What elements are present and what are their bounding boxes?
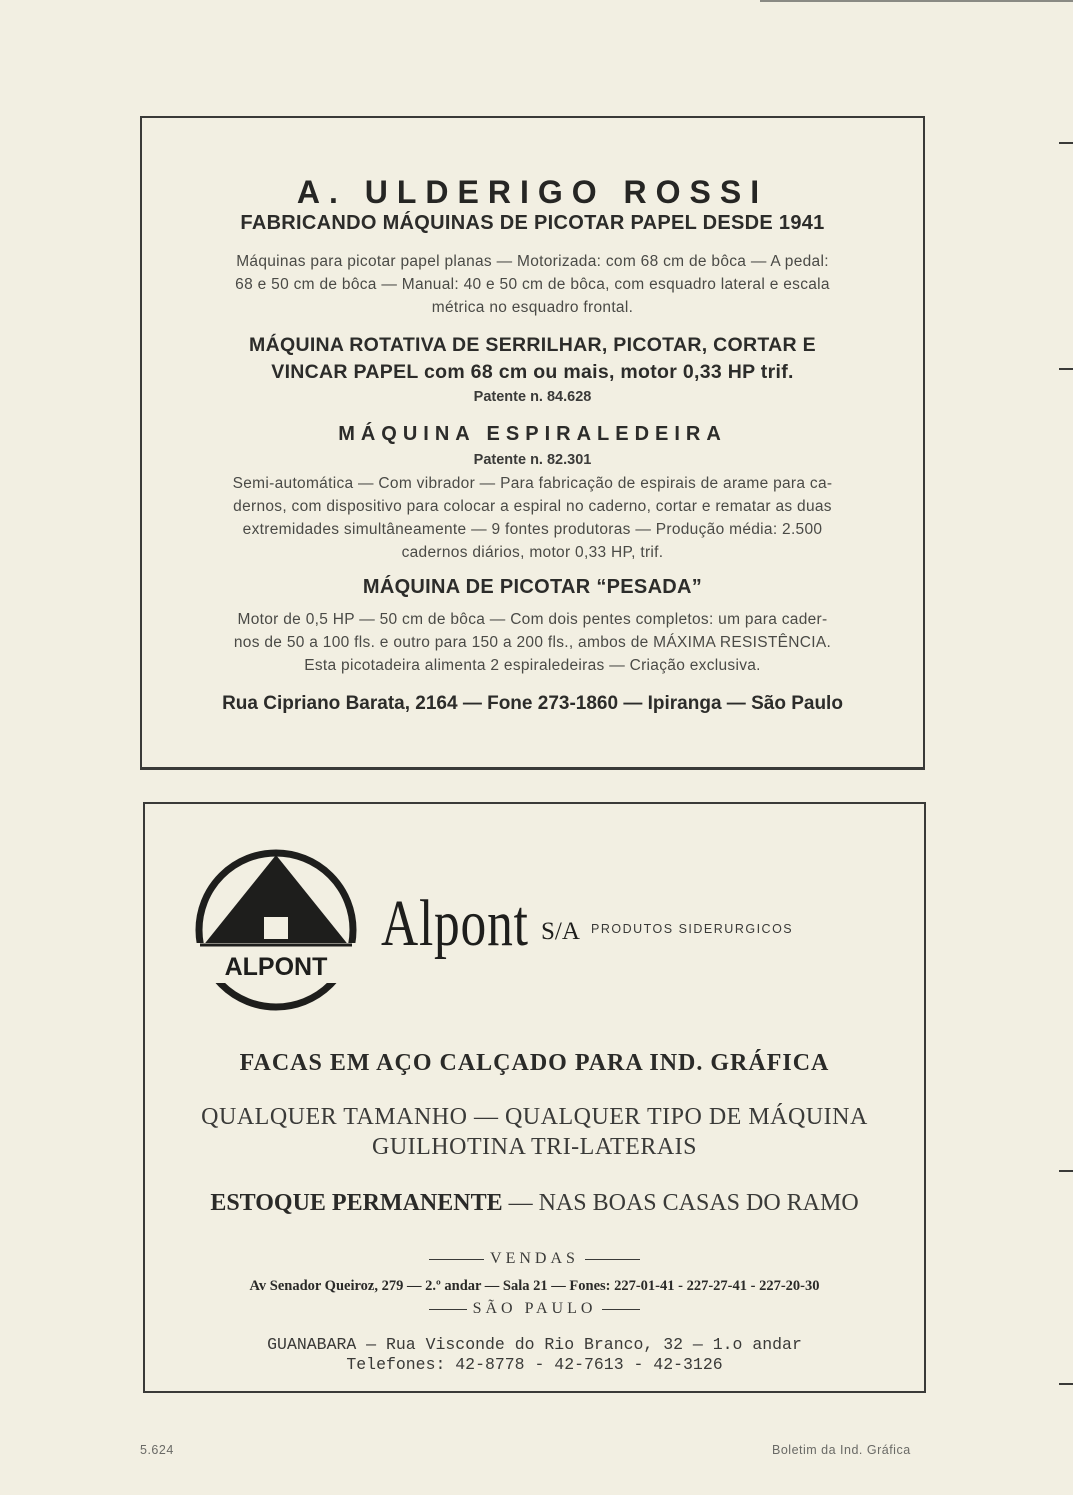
sao-paulo-text: SÃO PAULO [472, 1300, 597, 1317]
stock-rest-text: — NAS BOAS CASAS DO RAMO [502, 1190, 859, 1216]
sao-paulo-address: Av Senador Queiroz, 279 — 2.º andar — Sala 21 — Fones: 227-01-41 - 227-27-41 - 227-20-30 [249, 1278, 820, 1294]
rossi-intro-line: métrica no esquadro frontal. [431, 299, 634, 316]
alpont-tagline: PRODUTOS SIDERURGICOS [591, 922, 794, 936]
alpont-headline: FACAS EM AÇO CALÇADO PARA IND. GRÁFICA [239, 1050, 830, 1076]
rossi-subtitle: FABRICANDO MÁQUINAS DE PICOTAR PAPEL DESDE 1941 [240, 212, 825, 234]
espiraledeira-line: dernos, com dispositivo para colocar a espiral no caderno, cortar e rematar as duas [233, 498, 832, 515]
top-edge-line [760, 0, 1073, 2]
alpont-stock-line [145, 1190, 924, 1217]
guanabara-phones: Telefones: 42-8778 - 42-7613 - 42-3126 [346, 1355, 723, 1374]
edge-mark [1059, 1383, 1073, 1385]
alpont-brand-suffix: S/A [541, 918, 580, 945]
alpont-logo-text: ALPONT [224, 953, 328, 981]
rossi-title: A. ULDERIGO ROSSI [296, 174, 769, 210]
rossi-intro-line: 68 e 50 cm de bôca — Manual: 40 e 50 cm de bôca, com esquadro lateral e escala [235, 276, 830, 293]
espiraledeira-line: extremidades simultâneamente — 9 fontes produtoras — Produção média: 2.500 [242, 521, 823, 538]
rotativa-heading: VINCAR PAPEL com 68 cm ou mais, motor 0,33 HP trif. [271, 361, 794, 383]
pesada-line: Motor de 0,5 HP — 50 cm de bôca — Com dois pentes completos: um para cader- [237, 611, 828, 628]
pesada-line: Esta picotadeira alimenta 2 espiraledeiras — Criação exclusiva. [304, 657, 761, 674]
espiraledeira-patent: Patente n. 82.301 [473, 452, 592, 468]
page-number: 5.624 [140, 1443, 174, 1457]
alpont-brand-name: Alpont [381, 887, 529, 960]
alpont-logo [192, 849, 360, 1011]
guanabara-address: GUANABARA — Rua Visconde do Rio Branco, 32 — 1.o andar [267, 1335, 802, 1354]
rossi-advertisement [140, 116, 925, 770]
alpont-line-1: QUALQUER TAMANHO — QUALQUER TIPO DE MÁQUINA [201, 1104, 868, 1130]
stock-bold-text: ESTOQUE PERMANENTE [210, 1190, 503, 1216]
edge-mark [1059, 368, 1073, 370]
sao-paulo-label [145, 1300, 924, 1318]
vendas-label [145, 1250, 924, 1268]
alpont-logo-emblem [192, 849, 360, 1011]
rotativa-heading: MÁQUINA ROTATIVA DE SERRILHAR, PICOTAR, CORTAR E [249, 334, 816, 356]
rossi-address: Rua Cipriano Barata, 2164 — Fone 273-1860 — Ipiranga — São Paulo [222, 693, 843, 714]
pesada-line: nos de 50 a 100 fls. e outro para 150 a 200 fls., ambos de MÁXIMA RESISTÊNCIA. [233, 634, 832, 651]
alpont-line-2: GUILHOTINA TRI-LATERAIS [371, 1134, 698, 1160]
edge-mark [1059, 142, 1073, 144]
edge-mark [1059, 1170, 1073, 1172]
espiraledeira-heading: MÁQUINA ESPIRALEDEIRA [338, 423, 727, 445]
publication-name: Boletim da Ind. Gráfica [772, 1443, 911, 1457]
rossi-intro-line: Máquinas para picotar papel planas — Motorizada: com 68 cm de bôca — A pedal: [236, 253, 829, 270]
espiraledeira-line: cadernos diários, motor 0,33 HP, trif. [401, 544, 664, 561]
alpont-advertisement [143, 802, 926, 1393]
espiraledeira-line: Semi-automática — Com vibrador — Para fabricação de espirais de arame para ca- [232, 475, 833, 492]
pesada-heading: MÁQUINA DE PICOTAR “PESADA” [362, 576, 703, 598]
rotativa-patent: Patente n. 84.628 [473, 389, 592, 405]
vendas-text: VENDAS [490, 1250, 579, 1267]
